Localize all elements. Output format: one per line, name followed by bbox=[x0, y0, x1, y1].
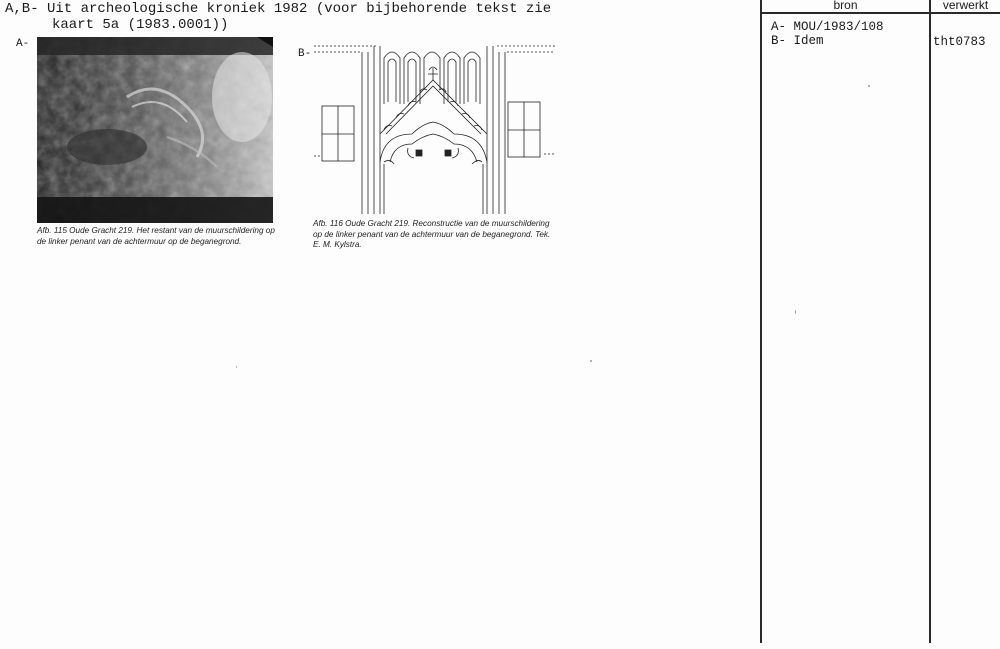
scan-speck bbox=[795, 310, 796, 314]
excavation-photo bbox=[37, 37, 273, 223]
reconstruction-drawing bbox=[312, 44, 555, 216]
scan-speck bbox=[236, 366, 237, 368]
table-cell-bron-row-2: B- Idem bbox=[771, 34, 824, 48]
heading-line-1: A,B- Uit archeologische kroniek 1982 (voor bijbehorende tekst zie bbox=[5, 1, 552, 17]
figure-marker-a: A- bbox=[16, 38, 30, 50]
caption-afb-115: Afb. 115 Oude Gracht 219. Het restant van de muurschildering op de linker penant van de achtermuur op de beganegrond. bbox=[37, 226, 275, 246]
scan-speck bbox=[590, 360, 592, 362]
table-cell-bron-row-1: A- MOU/1983/108 bbox=[771, 20, 884, 34]
table-divider-left bbox=[760, 0, 762, 643]
figure-marker-b: B- bbox=[298, 48, 312, 60]
table-header-rule bbox=[760, 12, 1000, 14]
column-header-verwerkt: verwerkt bbox=[942, 0, 989, 12]
scan-speck bbox=[868, 85, 870, 87]
caption-afb-116: Afb. 116 Oude Gracht 219. Reconstructie van de muurschildering op de linker penant van de achtermuur van de beganegrond. Tek. E. M. Kylstra. bbox=[313, 219, 551, 249]
table-cell-verwerkt-row-2: tht0783 bbox=[933, 35, 986, 49]
table-divider-middle bbox=[929, 0, 931, 643]
heading-line-2: kaart 5a (1983.0001)) bbox=[52, 17, 229, 33]
column-header-bron: bron bbox=[833, 0, 858, 12]
